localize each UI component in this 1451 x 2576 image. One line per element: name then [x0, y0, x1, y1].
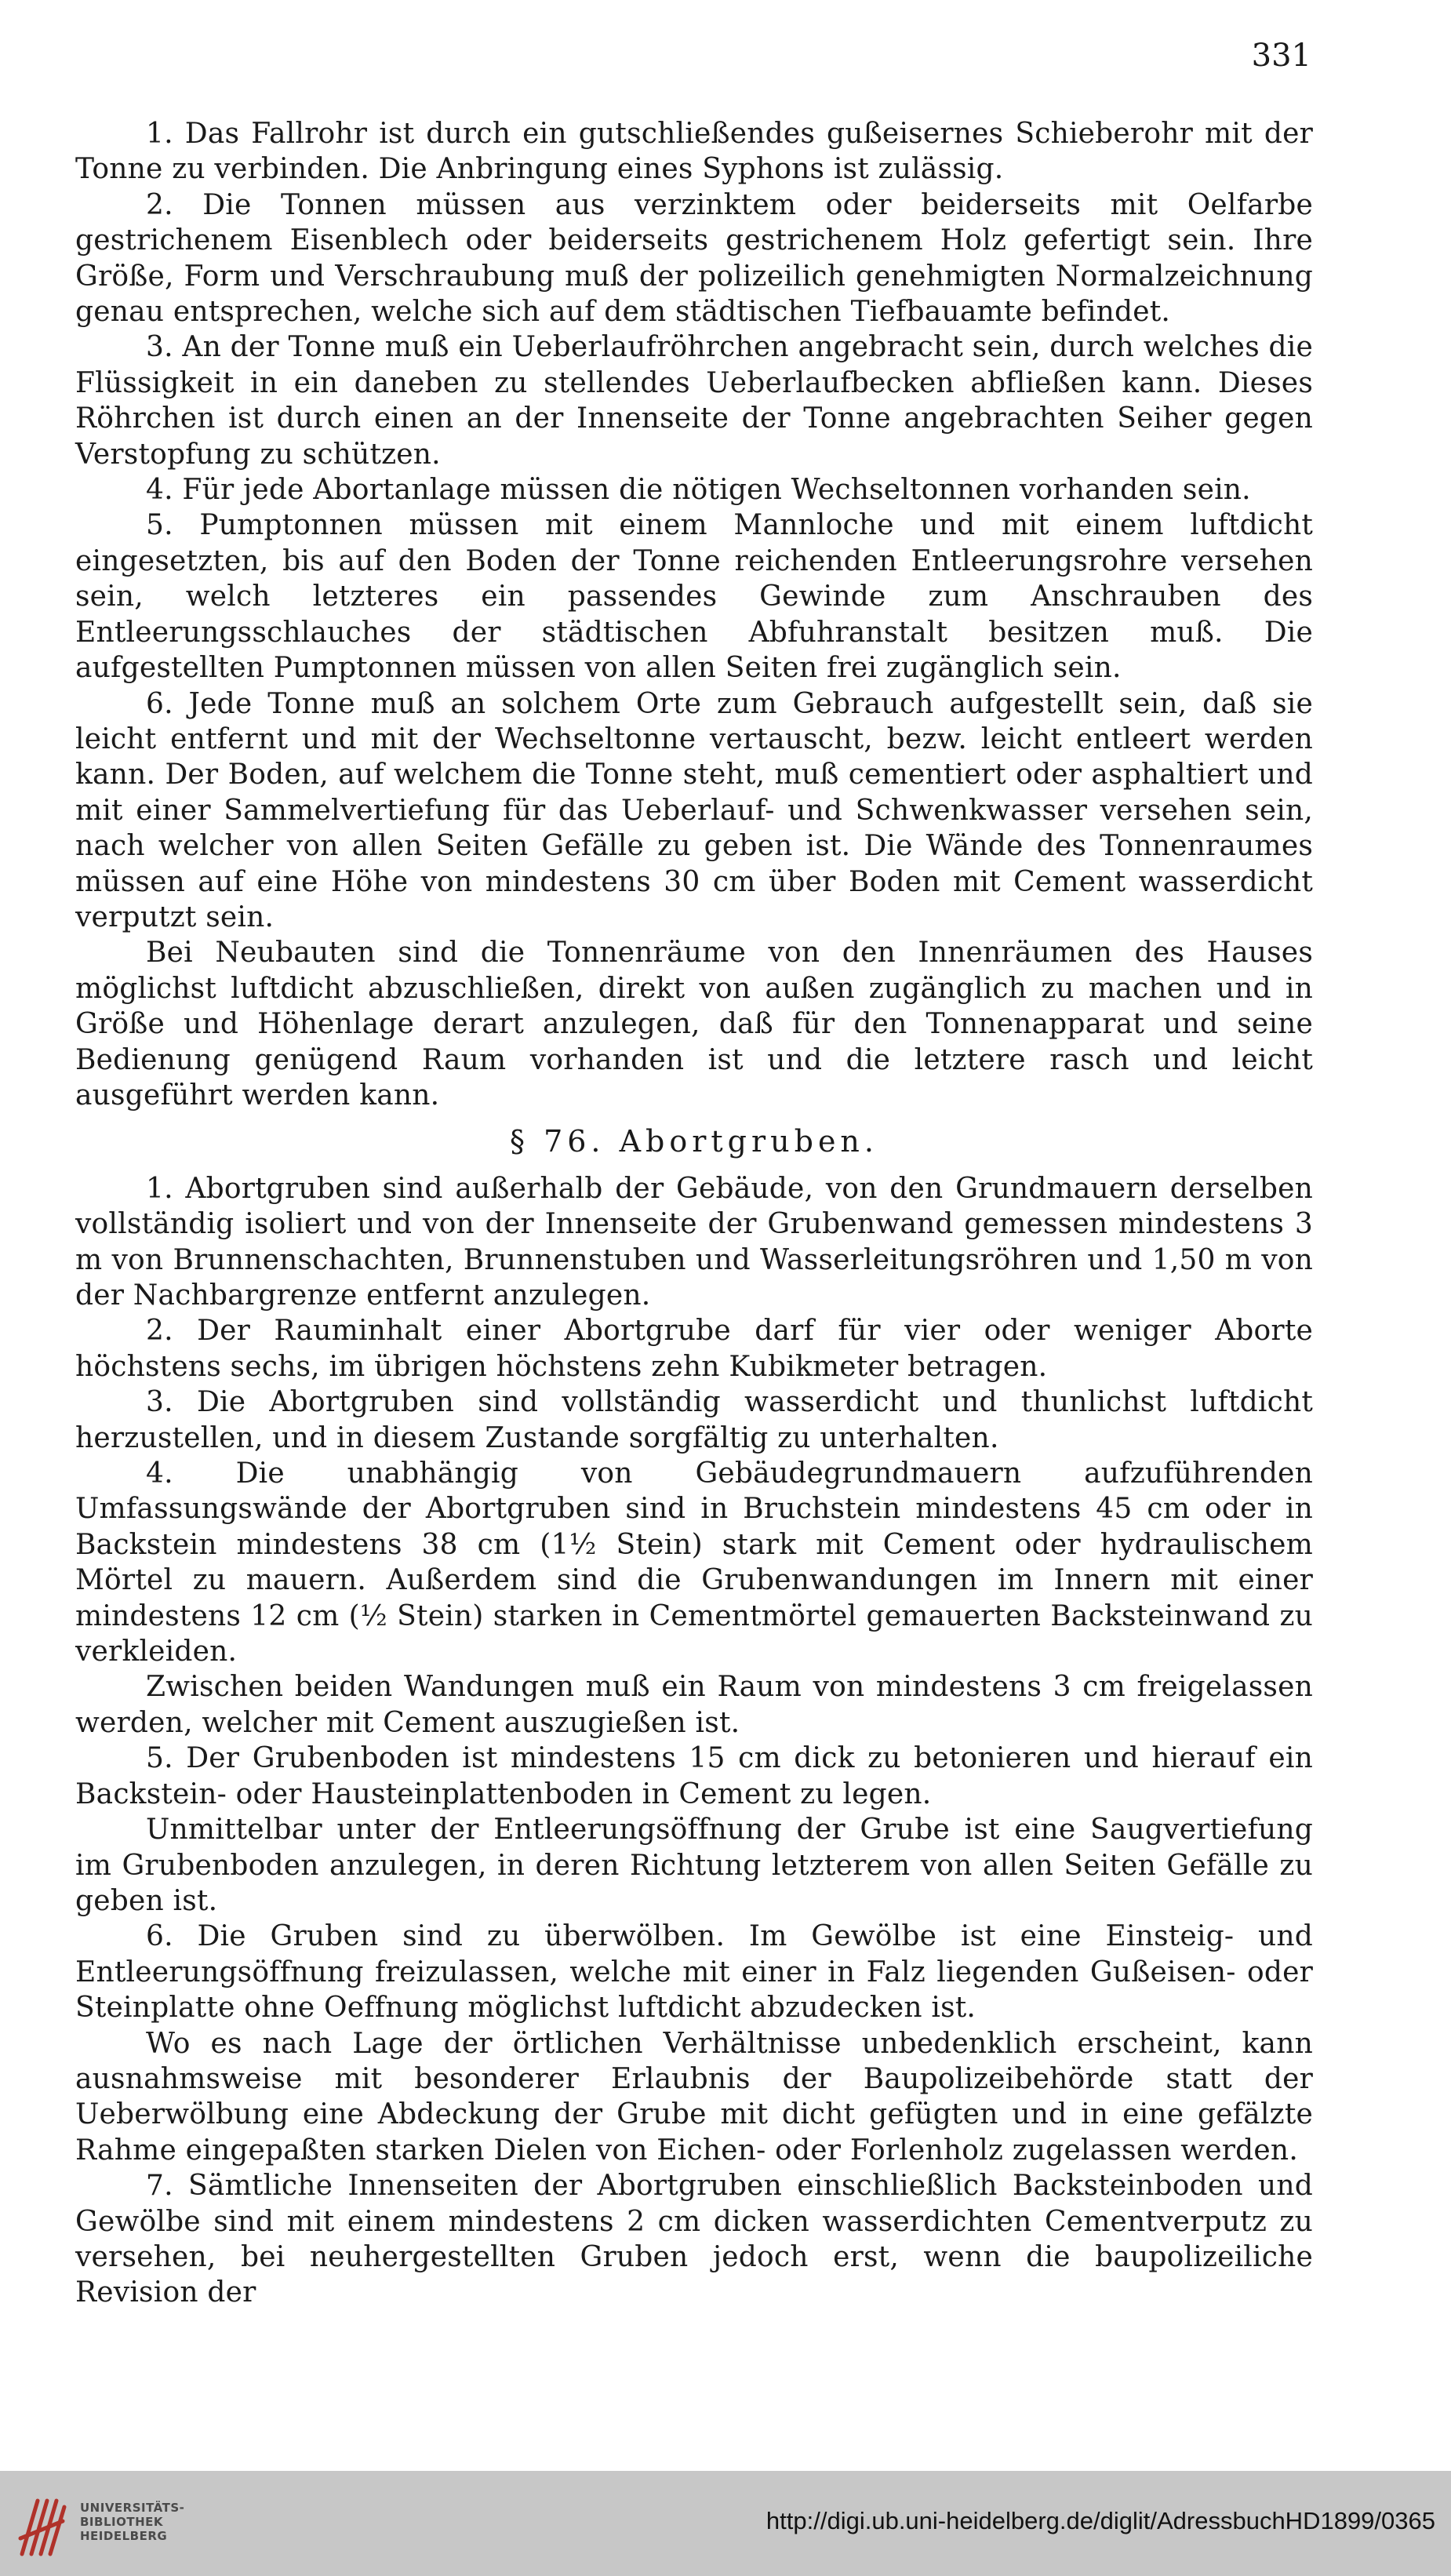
page-number: 331	[1251, 38, 1311, 74]
paragraph: 5. Pumptonnen müssen mit einem Mannloche und mit einem luftdicht eingesetzten, bis auf den Boden der Tonne reichenden Entleerungsrohre versehen sein, welch letzteres ein passendes Gewinde zum Anschrauben des Entleerungsschlauches der städtischen Abfuhranstalt besitzen muß. Die aufgestellten Pumptonnen müssen von allen Seiten frei zugänglich sein.	[75, 509, 1313, 685]
paragraph: 5. Der Grubenboden ist mindestens 15 cm dick zu betonieren und hierauf ein Backstein- oder Hausteinplattenboden in Cement zu legen.	[75, 1742, 1313, 1810]
body-text	[75, 116, 1313, 2311]
footer-bar	[0, 2471, 1451, 2576]
institution-name	[80, 2501, 184, 2543]
paragraph: 4. Die unabhängig von Gebäudegrundmauern aufzuführenden Umfassungswände der Abortgruben sind in Bruchstein mindestens 45 cm oder in Backstein mindestens 38 cm (1½ Stein) stark mit Cement oder hydraulischem Mörtel zu mauern. Außerdem sind die Grubenwandungen im Innern mit einer mindestens 12 cm (½ Stein) starken in Cementmörtel gemauerten Backsteinwand zu verkleiden.	[75, 1457, 1313, 1668]
paragraph: 6. Jede Tonne muß an solchem Orte zum Gebrauch aufgestellt sein, daß sie leicht entfernt und mit der Wechseltonne vertauscht, bezw. leicht entleert werden kann. Der Boden, auf welchem die Tonne steht, muß cementiert oder asphaltiert und mit einer Sammelvertiefung für das Ueberlauf- und Schwenkwasser versehen sein, nach welcher von allen Seiten Gefälle zu geben ist. Die Wände des Tonnenraumes müssen auf eine Höhe von mindestens 30 cm über Boden mit Cement wasserdicht verputzt sein.	[75, 687, 1313, 933]
paragraph: 3. Die Abortgruben sind vollständig wasserdicht und thunlichst luftdicht herzustellen, und in diesem Zustande sorgfältig zu unterhalten.	[75, 1386, 1313, 1454]
paragraph: 1. Abortgruben sind außerhalb der Gebäude, von den Grundmauern derselben vollständig isoliert und von der Innenseite der Grubenwand gemessen mindestens 3 m von Brunnenschachten, Brunnenstuben und Wasserleitungsröhren und 1,50 m von der Nachbargrenze entfernt anzulegen.	[75, 1172, 1313, 1312]
paragraph: 1. Das Fallrohr ist durch ein gutschließendes gußeisernes Schieberohr mit der Tonne zu verbinden. Die Anbringung eines Syphons ist zulässig.	[75, 118, 1313, 186]
institution-line: HEIDELBERG	[80, 2529, 168, 2543]
paragraph: 7. Sämtliche Innenseiten der Abortgruben einschließlich Backsteinboden und Gewölbe sind mit einem mindestens 2 cm dicken wasserdichten Cementverputz zu versehen, bei neuhergestellten Gruben jedoch erst, wenn die baupolizeiliche Revision der	[75, 2170, 1313, 2309]
section-heading: § 76. Abortgruben.	[509, 1124, 878, 1159]
institution-line: UNIVERSITÄTS-	[80, 2501, 185, 2515]
institution-line: BIBLIOTHEK	[80, 2515, 163, 2529]
paragraph: 3. An der Tonne muß ein Ueberlaufröhrchen angebracht sein, durch welches die Flüssigkeit in ein daneben zu stellendes Ueberlaufbecken abfließen kann. Dieses Röhrchen ist durch einen an der Innenseite der Tonne angebrachten Seiher gegen Verstopfung zu schützen.	[75, 331, 1313, 471]
university-seal-icon	[16, 2490, 71, 2560]
paragraph: Unmittelbar unter der Entleerungsöffnung der Grube ist eine Saugvertiefung im Grubenboden anzulegen, in deren Richtung letzterem von allen Seiten Gefälle zu geben ist.	[75, 1814, 1313, 1917]
paragraph: 2. Der Rauminhalt einer Abortgrube darf für vier oder weniger Aborte höchstens sechs, im übrigen höchstens zehn Kubikmeter betragen.	[75, 1315, 1313, 1383]
paragraph: Zwischen beiden Wandungen muß ein Raum von mindestens 3 cm freigelassen werden, welcher mit Cement auszugießen ist.	[75, 1671, 1313, 1739]
paragraph: 4. Für jede Abortanlage müssen die nötigen Wechseltonnen vorhanden sein.	[146, 474, 1251, 507]
paragraph: 6. Die Gruben sind zu überwölben. Im Gewölbe ist eine Einsteig- und Entleerungsöffnung freizulassen, welche mit einer in Falz liegenden Gußeisen- oder Steinplatte ohne Oeffnung möglichst luftdicht abzudecken ist.	[75, 1920, 1313, 2025]
paragraph: 2. Die Tonnen müssen aus verzinktem oder beiderseits mit Oelfarbe gestrichenem Eisenblech oder beiderseits gestrichenem Holz gefertigt sein. Ihre Größe, Form und Verschraubung muß der polizeilich genehmigten Normalzeichnung genau entsprechen, welche sich auf dem städtischen Tiefbauamte befindet.	[75, 188, 1313, 329]
paragraph: Bei Neubauten sind die Tonnenräume von den Innenräumen des Hauses möglichst luftdicht abzuschließen, direkt von außen zugänglich zu machen und in Größe und Höhenlage derart anzulegen, daß für den Tonnenapparat und seine Bedienung genügend Raum vorhanden ist und die letztere rasch und leicht ausgeführt werden kann.	[75, 937, 1313, 1112]
paragraph: Wo es nach Lage der örtlichen Verhältnisse unbedenklich erscheint, kann ausnahmsweise mit besonderer Erlaubnis der Baupolizeibehörde statt der Ueberwölbung eine Abdeckung der Grube mit dicht gefügten und in eine gefälzte Rahme eingepaßten starken Dielen von Eichen- oder Forlenholz zugelassen werden.	[75, 2027, 1313, 2167]
source-url-link[interactable]: http://digi.ub.uni-heidelberg.de/diglit/AdressbuchHD1899/0365	[766, 2507, 1435, 2534]
